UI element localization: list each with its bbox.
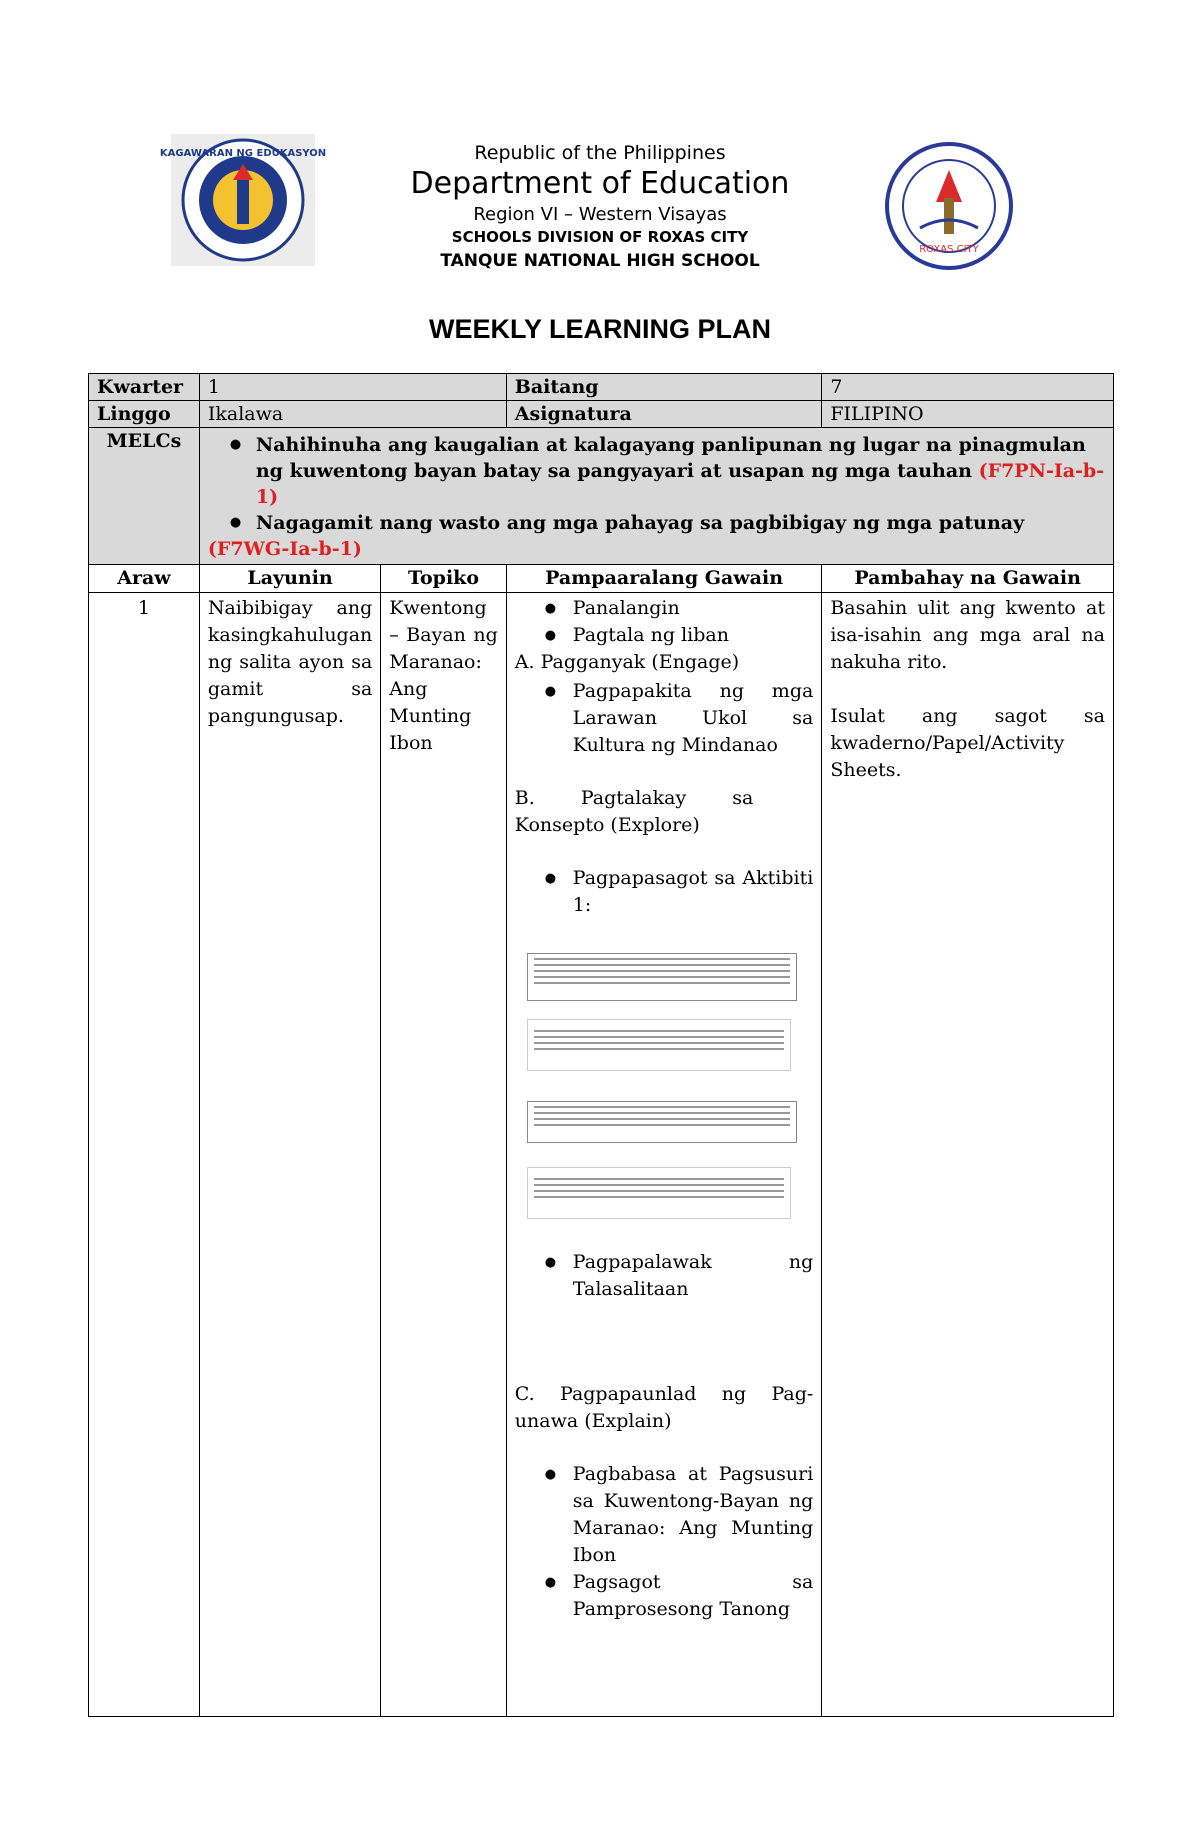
list-item: ● Panalangin (573, 595, 814, 622)
section-c-list (515, 1461, 814, 1623)
kwarter-value: 1 (199, 374, 506, 401)
table-row (89, 593, 1114, 1717)
section-b-list (515, 865, 814, 919)
col-pampaaralang-gawain: Pampaaralang Gawain (506, 565, 822, 593)
asignatura-value: FILIPINO (822, 401, 1114, 428)
info-row-1 (89, 374, 1114, 401)
col-pambahay-na-gawain: Pambahay na Gawain (822, 565, 1114, 593)
section-b-heading: B. Pagtalakay sa Konsepto (Explore) (514, 787, 754, 836)
list-item: ● Pagpapakita ng mga Larawan Ukol sa Kultura ng Mindanao (573, 678, 814, 759)
department-name: Department of Education (410, 166, 790, 201)
melc-code: (F7PN-Ia-b-1) (255, 460, 1105, 508)
list-item: ● Pagbabasa at Pagsusuri sa Kuwentong-Bayan ng Maranao: Ang Munting Ibon (573, 1461, 814, 1569)
svg-text:KAGAWARAN NG EDUKASYON: KAGAWARAN NG EDUKASYON (159, 148, 327, 159)
school-name: TANQUE NATIONAL HIGH SCHOOL (440, 251, 760, 271)
page-title: WEEKLY LEARNING PLAN (428, 314, 772, 344)
learning-plan-table (88, 373, 1114, 1717)
col-topiko: Topiko (381, 565, 507, 593)
pambahay-paragraph-2: Isulat ang sagot sa kwaderno/Papel/Activity Sheets. (830, 705, 1105, 781)
division-line: SCHOOLS DIVISION OF ROXAS CITY (451, 228, 749, 246)
col-araw: Araw (89, 565, 200, 593)
section-b-list-2 (515, 1249, 814, 1303)
melcs-content (199, 428, 1113, 565)
araw-cell: 1 (89, 593, 200, 1717)
pambahay-paragraph-1: Basahin ulit ang kwento at isa-isahin ang mga aral na nakuha rito. (830, 597, 1105, 673)
section-a-heading: A. Pagganyak (Engage) (514, 651, 740, 673)
list-item: ● Pagtala ng liban (573, 622, 814, 649)
linggo-label: Linggo (89, 401, 200, 428)
sitwasyon-1-box (527, 953, 797, 1001)
svg-text:ROXAS CITY: ROXAS CITY (919, 244, 979, 255)
column-header-row (89, 565, 1114, 593)
kwarter-label: Kwarter (89, 374, 200, 401)
activity-image (527, 943, 795, 1243)
baitang-value: 7 (822, 374, 1114, 401)
republic-line: Republic of the Philippines (474, 142, 726, 164)
gawain-cell (506, 593, 822, 1717)
list-item: ● Pagpapasagot sa Aktibiti 1: (573, 865, 814, 919)
list-item: ● Pagpapalawak ng Talasalitaan (573, 1249, 814, 1303)
linggo-value: Ikalawa (199, 401, 506, 428)
melcs-list (208, 432, 1105, 536)
melcs-row (89, 428, 1114, 565)
baitang-label: Baitang (506, 374, 822, 401)
section-c-heading: C. Pagpapaunlad ng Pag-unawa (Explain) (514, 1383, 814, 1432)
melc-code: (F7WG-Ia-b-1) (207, 538, 362, 560)
melc-item: ● Nahihinuha ang kaugalian at kalagayang panlipunan ng lugar na pinagmulan ng kuwentong bayan batay sa pangyayari at usapan ng mga tauhan (F7PN-Ia-b-1) (256, 432, 1105, 510)
topiko-cell: Kwentong – Bayan ng Maranao: Ang Munting Ibon (381, 593, 507, 1717)
melcs-label: MELCs (89, 428, 200, 565)
intro-list (515, 595, 814, 649)
sagot-1-box (527, 1019, 791, 1071)
col-layunin: Layunin (199, 565, 380, 593)
sagot-2-box (527, 1167, 791, 1219)
sitwasyon-2-box (527, 1101, 797, 1143)
info-row-2 (89, 401, 1114, 428)
section-a-list (515, 678, 814, 759)
melc-item: ● Nagagamit nang wasto ang mga pahayag sa pagbibigay ng mga patunay (256, 510, 1105, 536)
asignatura-label: Asignatura (506, 401, 822, 428)
region-line: Region VI – Western Visayas (473, 204, 727, 225)
list-item: ● Pagsagot sa Pamprosesong Tanong (573, 1569, 814, 1623)
layunin-cell: Naibibigay ang kasingkahulugan ng salita ayon sa gamit sa pangungusap. (199, 593, 380, 1717)
pambahay-cell (822, 593, 1114, 1717)
